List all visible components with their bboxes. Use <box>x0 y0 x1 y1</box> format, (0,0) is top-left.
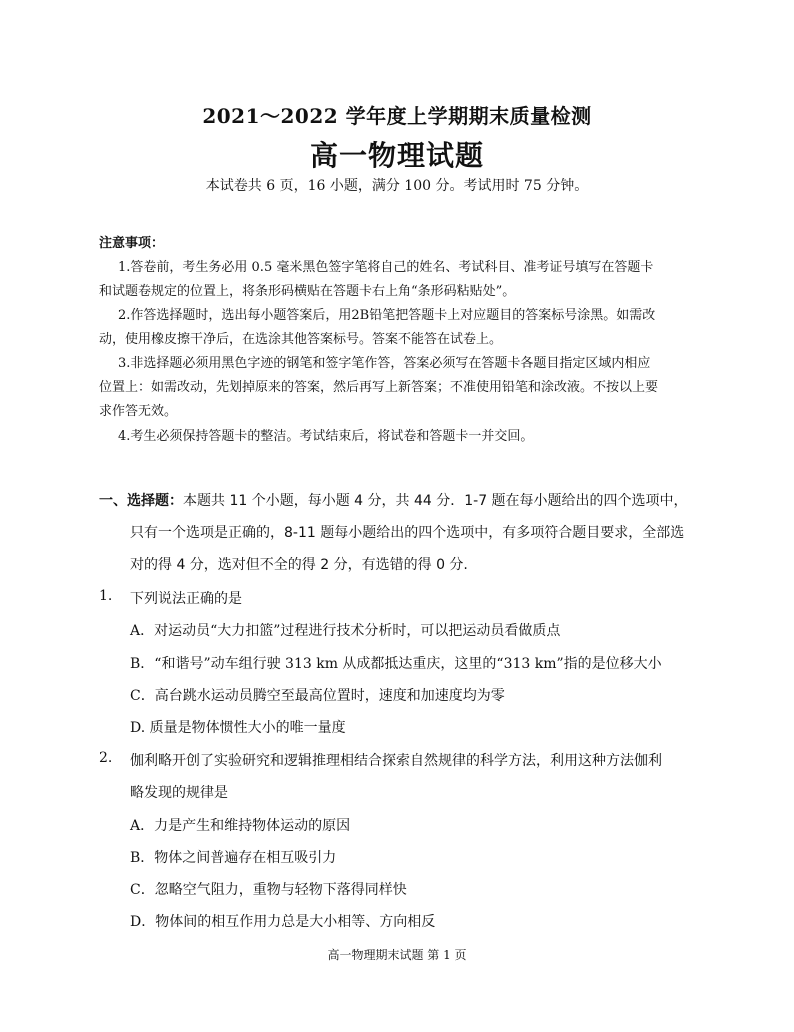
question-option: B．“和谐号”动车组行驶 313 km 从成都抵达重庆，这里的“313 km”指的是位移大小 <box>130 656 662 672</box>
section-instruction-line: 只有一个选项是正确的，8-11 题每小题给出的四个选项中，有多项符合题目要求，全部选 <box>130 525 685 541</box>
notice-line: 1.答卷前，考生务必用 0.5 毫米黑色签字笔将自己的姓名、考试科目、准考证号填写在答题卡 <box>118 260 654 275</box>
notice-heading: 注意事项： <box>99 236 165 251</box>
question-stem: 伽利略开创了实验研究和逻辑推理相结合探索自然规律的科学方法，利用这种方法伽利 <box>130 753 662 769</box>
question-option: A．对运动员“大力扣篮”过程进行技术分析时，可以把运动员看做质点 <box>130 623 561 639</box>
notice-line: 和试题卷规定的位置上，将条形码横贴在答题卡右上角“条形码粘贴处”。 <box>99 284 516 299</box>
question-number: 1. <box>99 588 113 604</box>
notice-line: 2.作答选择题时，选出每小题答案后，用2B铅笔把答题卡上对应题目的答案标号涂黑。如需改 <box>118 308 656 323</box>
section-label: 一、选择题： <box>99 493 183 509</box>
exam-subtitle: 本试卷共 6 页，16 小题，满分 100 分。考试用时 75 分钟。 <box>205 178 589 194</box>
question-option: A．力是产生和维持物体运动的原因 <box>130 818 351 834</box>
exam-title-line1: 2021～2022 学年度上学期期末质量检测 <box>202 104 592 128</box>
section-instruction-line <box>99 490 688 510</box>
notice-line: 4.考生必须保持答题卡的整洁。考试结束后，将试卷和答题卡一并交回。 <box>118 429 534 444</box>
question-option: D．物体间的相互作用力总是大小相等、方向相反 <box>130 914 436 930</box>
section-instruction-line: 对的得 4 分，选对但不全的得 2 分，有选错的得 0 分. <box>130 557 468 573</box>
question-option: B．物体之间普遍存在相互吸引力 <box>130 850 337 866</box>
exam-title-line2: 高一物理试题 <box>309 139 484 172</box>
notice-line: 求作答无效。 <box>99 404 178 419</box>
notice-line: 3.非选择题必须用黑色字迹的钢笔和签字笔作答，答案必须写在答题卡各题目指定区域内相应 <box>118 356 651 371</box>
question-stem: 下列说法正确的是 <box>130 591 242 607</box>
question-number: 2. <box>99 750 113 766</box>
page-footer: 高一物理期末试题 第 1 页 <box>327 948 467 962</box>
notice-line: 位置上：如需改动，先划掉原来的答案，然后再写上新答案；不准使用铅笔和涂改液。不按以上要 <box>99 380 659 395</box>
question-option: C．高台跳水运动员腾空至最高位置时，速度和加速度均为零 <box>130 688 505 704</box>
question-stem: 略发现的规律是 <box>130 785 228 801</box>
notice-line: 动，使用橡皮擦干净后，在选涂其他答案标号。答案不能答在试卷上。 <box>99 332 503 347</box>
question-option: C．忽略空气阻力，重物与轻物下落得同样快 <box>130 882 407 898</box>
section-text: 本题共 11 个小题，每小题 4 分，共 44 分．1-7 题在每小题给出的四个选项中， <box>183 493 688 509</box>
question-option: D. 质量是物体惯性大小的唯一量度 <box>130 720 346 736</box>
